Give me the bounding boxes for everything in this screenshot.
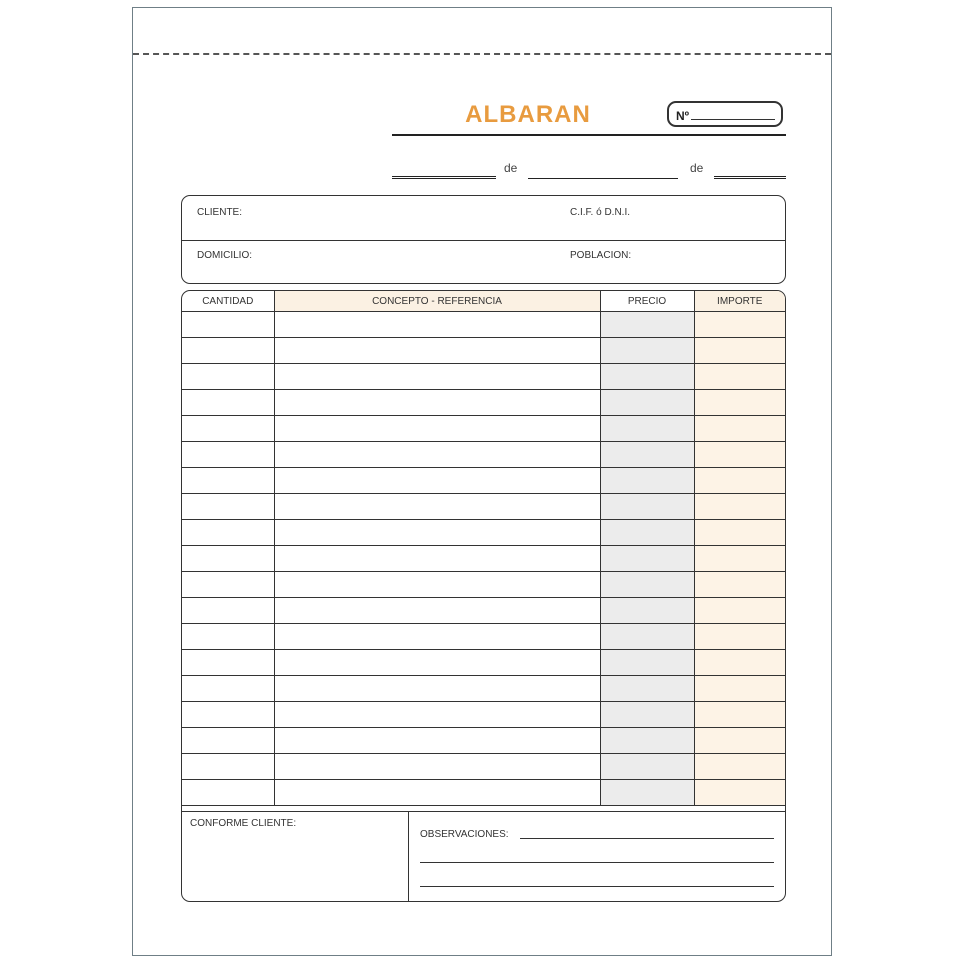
precio-cell[interactable] bbox=[600, 546, 694, 572]
concepto-cell[interactable] bbox=[274, 468, 600, 494]
table-row bbox=[182, 312, 785, 338]
concepto-cell[interactable] bbox=[274, 728, 600, 754]
cantidad-cell[interactable] bbox=[182, 416, 274, 442]
table-row bbox=[182, 468, 785, 494]
header-cantidad: CANTIDAD bbox=[182, 291, 274, 312]
client-divider bbox=[182, 240, 785, 241]
header-concepto: CONCEPTO - REFERENCIA bbox=[274, 291, 600, 312]
importe-cell[interactable] bbox=[694, 494, 785, 520]
footer-divider bbox=[408, 812, 409, 901]
table-row bbox=[182, 364, 785, 390]
importe-cell[interactable] bbox=[694, 780, 785, 806]
table-row bbox=[182, 442, 785, 468]
importe-cell[interactable] bbox=[694, 390, 785, 416]
document-number-field[interactable] bbox=[667, 101, 783, 127]
table-row bbox=[182, 390, 785, 416]
cantidad-cell[interactable] bbox=[182, 364, 274, 390]
date-month-line[interactable] bbox=[528, 178, 678, 179]
cantidad-cell[interactable] bbox=[182, 598, 274, 624]
precio-cell[interactable] bbox=[600, 416, 694, 442]
document-title: ALBARAN bbox=[465, 101, 591, 128]
importe-cell[interactable] bbox=[694, 650, 785, 676]
concepto-cell[interactable] bbox=[274, 442, 600, 468]
table-body bbox=[182, 312, 785, 806]
precio-cell[interactable] bbox=[600, 728, 694, 754]
cantidad-cell[interactable] bbox=[182, 312, 274, 338]
importe-cell[interactable] bbox=[694, 364, 785, 390]
cantidad-cell[interactable] bbox=[182, 520, 274, 546]
header-importe: IMPORTE bbox=[694, 291, 785, 312]
precio-cell[interactable] bbox=[600, 702, 694, 728]
header-precio: PRECIO bbox=[600, 291, 694, 312]
concepto-cell[interactable] bbox=[274, 780, 600, 806]
concepto-cell[interactable] bbox=[274, 754, 600, 780]
date-connector-2: de bbox=[690, 161, 704, 175]
table-row bbox=[182, 728, 785, 754]
precio-cell[interactable] bbox=[600, 390, 694, 416]
table-row bbox=[182, 572, 785, 598]
footer-section bbox=[182, 811, 785, 901]
table-row bbox=[182, 650, 785, 676]
conforme-label: CONFORME CLIENTE: bbox=[190, 818, 297, 829]
table-row bbox=[182, 702, 785, 728]
table-row bbox=[182, 754, 785, 780]
domicilio-label: DOMICILIO: bbox=[197, 250, 253, 261]
concepto-cell[interactable] bbox=[274, 338, 600, 364]
importe-cell[interactable] bbox=[694, 728, 785, 754]
table-row bbox=[182, 676, 785, 702]
date-year-line[interactable] bbox=[714, 176, 786, 179]
cantidad-cell[interactable] bbox=[182, 780, 274, 806]
number-line bbox=[691, 119, 775, 120]
table-row bbox=[182, 494, 785, 520]
concepto-cell[interactable] bbox=[274, 650, 600, 676]
concepto-cell[interactable] bbox=[274, 312, 600, 338]
importe-cell[interactable] bbox=[694, 312, 785, 338]
cantidad-cell[interactable] bbox=[182, 546, 274, 572]
cantidad-cell[interactable] bbox=[182, 754, 274, 780]
precio-cell[interactable] bbox=[600, 780, 694, 806]
importe-cell[interactable] bbox=[694, 702, 785, 728]
precio-cell[interactable] bbox=[600, 520, 694, 546]
table-row bbox=[182, 338, 785, 364]
importe-cell[interactable] bbox=[694, 598, 785, 624]
date-row bbox=[392, 161, 786, 181]
importe-cell[interactable] bbox=[694, 338, 785, 364]
importe-cell[interactable] bbox=[694, 546, 785, 572]
precio-cell[interactable] bbox=[600, 442, 694, 468]
concepto-cell[interactable] bbox=[274, 416, 600, 442]
concepto-cell[interactable] bbox=[274, 572, 600, 598]
cantidad-cell[interactable] bbox=[182, 494, 274, 520]
observaciones-line-1[interactable] bbox=[520, 838, 774, 839]
concepto-cell[interactable] bbox=[274, 390, 600, 416]
importe-cell[interactable] bbox=[694, 468, 785, 494]
cantidad-cell[interactable] bbox=[182, 728, 274, 754]
table-row bbox=[182, 546, 785, 572]
cantidad-cell[interactable] bbox=[182, 442, 274, 468]
items-table-box bbox=[181, 290, 786, 902]
cliente-label: CLIENTE: bbox=[197, 207, 243, 218]
precio-cell[interactable] bbox=[600, 624, 694, 650]
precio-cell[interactable] bbox=[600, 754, 694, 780]
cantidad-cell[interactable] bbox=[182, 572, 274, 598]
precio-cell[interactable] bbox=[600, 494, 694, 520]
precio-cell[interactable] bbox=[600, 468, 694, 494]
cantidad-cell[interactable] bbox=[182, 624, 274, 650]
cantidad-cell[interactable] bbox=[182, 650, 274, 676]
cantidad-cell[interactable] bbox=[182, 702, 274, 728]
importe-cell[interactable] bbox=[694, 572, 785, 598]
cantidad-cell[interactable] bbox=[182, 676, 274, 702]
precio-cell[interactable] bbox=[600, 572, 694, 598]
precio-cell[interactable] bbox=[600, 338, 694, 364]
client-info-box bbox=[181, 195, 786, 284]
precio-cell[interactable] bbox=[600, 650, 694, 676]
table-row bbox=[182, 624, 785, 650]
cantidad-cell[interactable] bbox=[182, 390, 274, 416]
precio-cell[interactable] bbox=[600, 364, 694, 390]
cantidad-cell[interactable] bbox=[182, 468, 274, 494]
table-row bbox=[182, 780, 785, 806]
observaciones-line-2[interactable] bbox=[420, 862, 774, 863]
concepto-cell[interactable] bbox=[274, 520, 600, 546]
observaciones-line-3[interactable] bbox=[420, 886, 774, 887]
table-row bbox=[182, 416, 785, 442]
concepto-cell[interactable] bbox=[274, 624, 600, 650]
importe-cell[interactable] bbox=[694, 676, 785, 702]
title-underline bbox=[392, 134, 786, 136]
importe-cell[interactable] bbox=[694, 624, 785, 650]
importe-cell[interactable] bbox=[694, 754, 785, 780]
importe-cell[interactable] bbox=[694, 442, 785, 468]
precio-cell[interactable] bbox=[600, 312, 694, 338]
observaciones-label: OBSERVACIONES: bbox=[420, 829, 509, 840]
table-row bbox=[182, 520, 785, 546]
cantidad-cell[interactable] bbox=[182, 338, 274, 364]
precio-cell[interactable] bbox=[600, 676, 694, 702]
importe-cell[interactable] bbox=[694, 416, 785, 442]
concepto-cell[interactable] bbox=[274, 494, 600, 520]
table-header-row bbox=[182, 291, 785, 312]
number-label: Nº bbox=[676, 109, 690, 123]
concepto-cell[interactable] bbox=[274, 676, 600, 702]
cif-label: C.I.F. ó D.N.I. bbox=[570, 207, 631, 218]
form-sheet bbox=[132, 7, 832, 956]
concepto-cell[interactable] bbox=[274, 364, 600, 390]
concepto-cell[interactable] bbox=[274, 702, 600, 728]
precio-cell[interactable] bbox=[600, 598, 694, 624]
concepto-cell[interactable] bbox=[274, 546, 600, 572]
date-connector-1: de bbox=[504, 161, 518, 175]
date-day-line[interactable] bbox=[392, 176, 496, 179]
perforation-line bbox=[133, 53, 831, 55]
importe-cell[interactable] bbox=[694, 520, 785, 546]
table-row bbox=[182, 598, 785, 624]
items-table bbox=[182, 291, 785, 806]
poblacion-label: POBLACION: bbox=[570, 250, 632, 261]
concepto-cell[interactable] bbox=[274, 598, 600, 624]
